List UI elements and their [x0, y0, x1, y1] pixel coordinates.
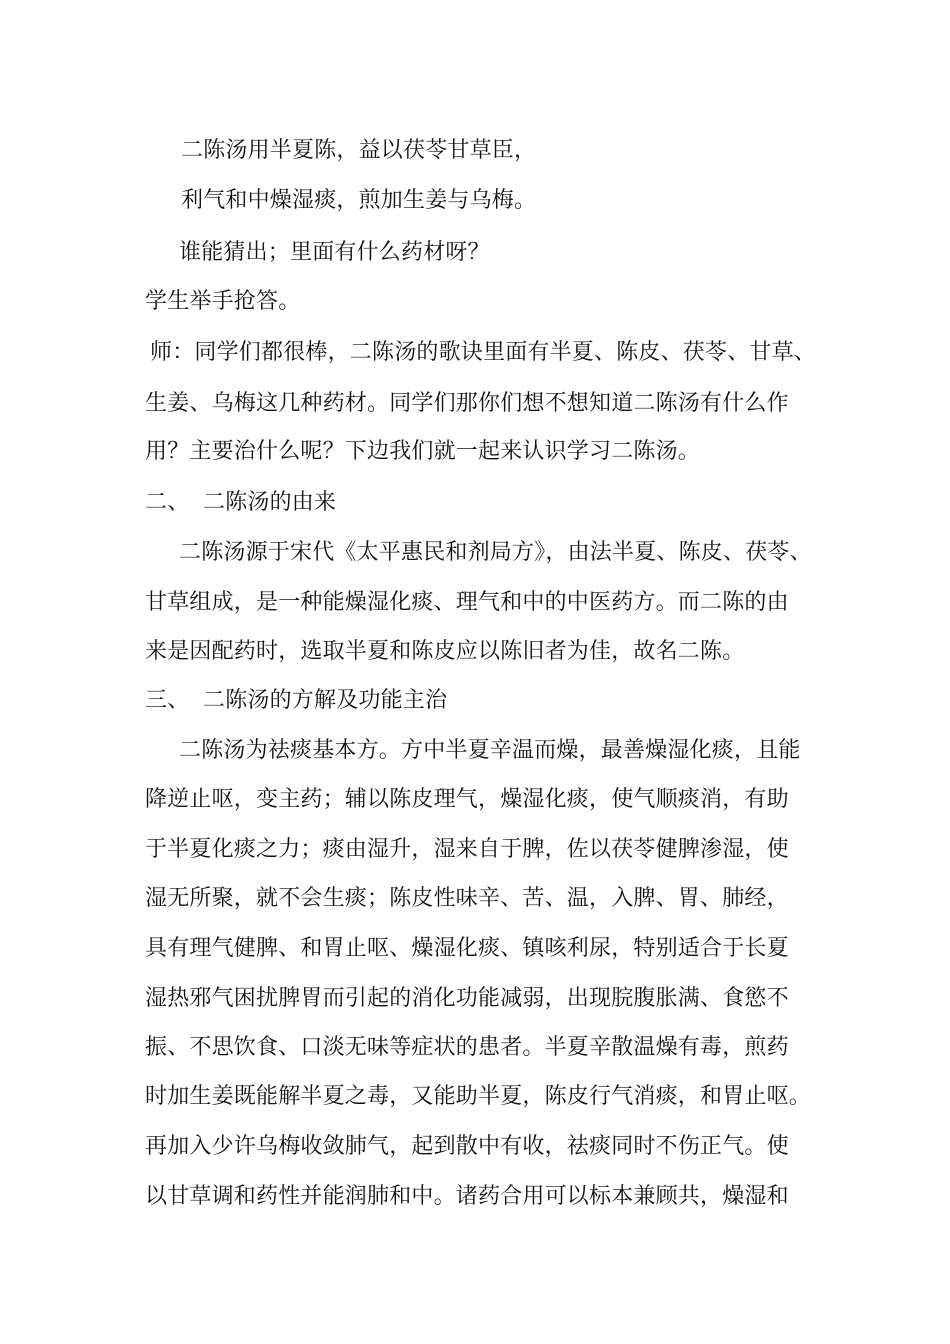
formula-paragraph-line-2: 降逆止呕，变主药；辅以陈皮理气，燥湿化痰，使气顺痰消，有助 — [145, 787, 789, 812]
verse-line-2: 利气和中燥湿痰，煎加生姜与乌梅。 — [181, 188, 537, 213]
verse-line-1: 二陈汤用半夏陈，益以茯苓甘草臣， — [181, 138, 537, 163]
formula-paragraph-line-10: 以甘草调和药性并能润肺和中。诸药合用可以标本兼顾共，燥湿和 — [145, 1184, 789, 1209]
formula-paragraph-line-8: 时加生姜既能解半夏之毒，又能助半夏，陈皮行气消痰，和胃止呕。 — [145, 1084, 812, 1109]
section-heading-3 — [145, 688, 447, 714]
formula-paragraph-line-4: 湿无所聚，就不会生痰；陈皮性味辛、苦、温，入脾、胃、肺经， — [145, 886, 789, 911]
formula-paragraph-line-6: 湿热邪气困扰脾胃而引起的消化功能减弱，出现脘腹胀满、食慾不 — [145, 986, 789, 1011]
teacher-paragraph-line-3: 用？主要治什么呢？下边我们就一起来认识学习二陈汤。 — [145, 439, 701, 464]
origin-paragraph-line-1: 二陈汤源于宋代《太平惠民和剂局方》，由法半夏、陈皮、茯苓、 — [179, 540, 812, 565]
formula-paragraph-line-9: 再加入少许乌梅收敛肺气，起到散中有收，祛痰同时不伤正气。使 — [145, 1134, 789, 1159]
origin-paragraph-line-2: 甘草组成，是一种能燥湿化痰、理气和中的中医药方。而二陈的由 — [145, 590, 789, 615]
teacher-paragraph-line-2: 生姜、乌梅这几种药材。同学们那你们想不想知道二陈汤有什么作 — [145, 391, 789, 416]
formula-paragraph-line-3: 于半夏化痰之力；痰由湿升，湿来自于脾，佐以茯苓健脾渗湿，使 — [145, 837, 789, 862]
formula-paragraph-line-5: 具有理气健脾、和胃止呕、燥湿化痰、镇咳利尿，特别适合于长夏 — [145, 936, 789, 961]
question-line: 谁能猜出；里面有什么药材呀？ — [179, 240, 490, 265]
origin-paragraph-line-3: 来是因配药时，选取半夏和陈皮应以陈旧者为佳，故名二陈。 — [145, 639, 745, 664]
student-answer-line: 学生举手抢答。 — [145, 289, 301, 314]
formula-paragraph-line-7: 振、不思饮食、口淡无味等症状的患者。半夏辛散温燥有毒，煎药 — [145, 1035, 789, 1060]
section-number-3: 三、 — [145, 688, 190, 713]
formula-paragraph-line-1: 二陈汤为祛痰基本方。方中半夏辛温而燥，最善燥湿化痰，且能 — [179, 738, 801, 763]
section-title-3: 二陈汤的方解及功能主治 — [203, 688, 448, 713]
section-title-2: 二陈汤的由来 — [203, 490, 337, 515]
section-heading-2 — [145, 490, 336, 516]
section-number-2: 二、 — [145, 490, 190, 515]
teacher-paragraph-line-1: 师：同学们都很棒，二陈汤的歌诀里面有半夏、陈皮、茯苓、甘草、 — [150, 340, 817, 365]
